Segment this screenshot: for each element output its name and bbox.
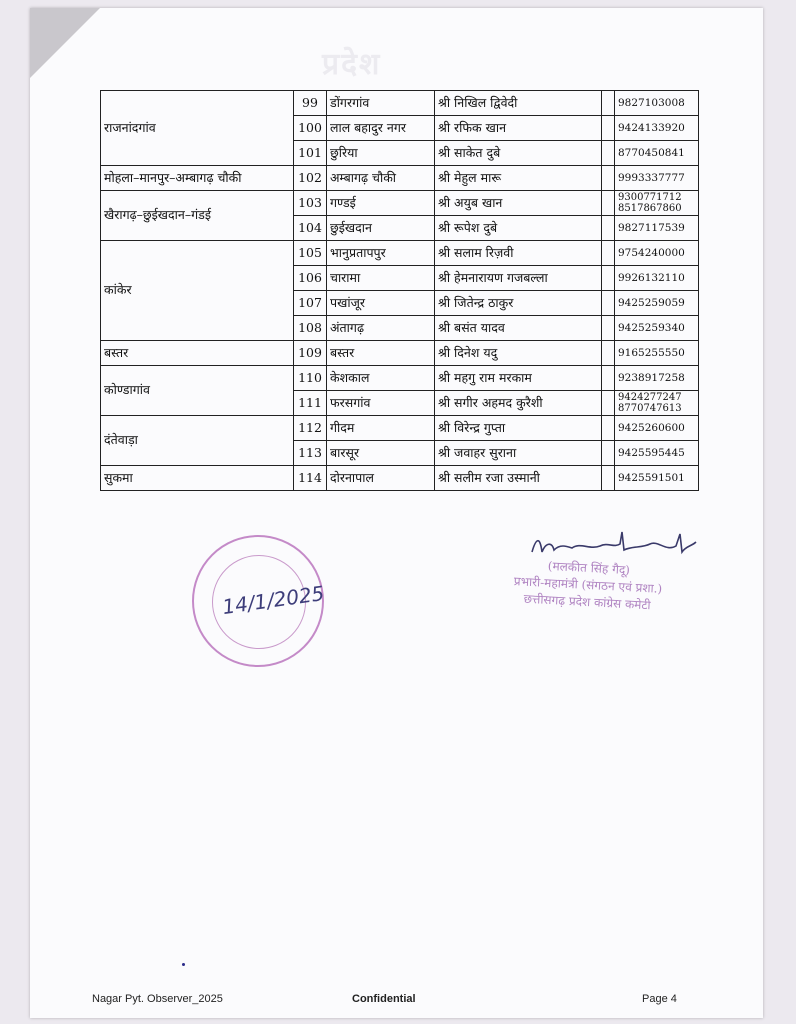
phone-number: 9300771712 — [618, 192, 682, 203]
table-row — [101, 166, 699, 191]
observer-name-cell: श्री दिनेश यदु — [435, 341, 602, 366]
place-cell: फरसगांव — [327, 391, 435, 416]
place-cell: चारामा — [327, 266, 435, 291]
spacer-cell — [602, 141, 615, 166]
serial-number-cell: 102 — [294, 166, 327, 191]
spacer-cell — [602, 191, 615, 216]
phone-cell — [615, 441, 699, 466]
serial-number-cell: 114 — [294, 466, 327, 491]
place-cell: लाल बहादुर नगर — [327, 116, 435, 141]
phone-cell — [615, 366, 699, 391]
spacer-cell — [602, 291, 615, 316]
observer-name-cell: श्री सलीम रजा उस्मानी — [435, 466, 602, 491]
spacer-cell — [602, 416, 615, 441]
serial-number-cell: 108 — [294, 316, 327, 341]
table-row — [101, 241, 699, 266]
phone-cell — [615, 391, 699, 416]
phone-cell — [615, 416, 699, 441]
table-row — [101, 341, 699, 366]
phone-number: 9238917258 — [618, 371, 685, 384]
place-cell: गण्डई — [327, 191, 435, 216]
observer-name-cell: श्री हेमनारायण गजबल्ला — [435, 266, 602, 291]
spacer-cell — [602, 366, 615, 391]
district-cell: सुकमा — [101, 466, 294, 491]
place-cell: गीदम — [327, 416, 435, 441]
place-cell: दोरनापाल — [327, 466, 435, 491]
observer-name-cell: श्री सलाम रिज़वी — [435, 241, 602, 266]
observer-name-cell: श्री सगीर अहमद कुरैशी — [435, 391, 602, 416]
phone-number-secondary: 8770747613 — [618, 403, 682, 414]
place-cell: बारसूर — [327, 441, 435, 466]
district-cell: कांकेर — [101, 241, 294, 341]
district-cell: राजनांदगांव — [101, 91, 294, 166]
phone-number: 9424277247 — [618, 392, 682, 403]
watermark-text: प्रदेश — [322, 47, 382, 82]
serial-number-cell: 99 — [294, 91, 327, 116]
spacer-cell — [602, 241, 615, 266]
observer-name-cell: श्री रूपेश दुबे — [435, 216, 602, 241]
phone-cell — [615, 341, 699, 366]
spacer-cell — [602, 466, 615, 491]
phone-cell — [615, 116, 699, 141]
serial-number-cell: 105 — [294, 241, 327, 266]
serial-number-cell: 113 — [294, 441, 327, 466]
spacer-cell — [602, 216, 615, 241]
observer-name-cell: श्री मेहुल मारू — [435, 166, 602, 191]
phone-number: 9165255550 — [618, 346, 685, 359]
place-cell: भानुप्रतापपुर — [327, 241, 435, 266]
spacer-cell — [602, 391, 615, 416]
phone-number: 9993337777 — [618, 171, 685, 184]
spacer-cell — [602, 441, 615, 466]
table-row — [101, 91, 699, 116]
place-cell: डोंगरगांव — [327, 91, 435, 116]
phone-cell — [615, 166, 699, 191]
observer-table — [100, 90, 699, 491]
phone-number: 8770450841 — [618, 146, 685, 159]
phone-number: 9425259059 — [618, 296, 685, 309]
page-fold-corner — [30, 8, 100, 78]
place-cell: बस्तर — [327, 341, 435, 366]
phone-number: 9425591501 — [618, 471, 685, 484]
observer-name-cell: श्री साकेत दुबे — [435, 141, 602, 166]
serial-number-cell: 107 — [294, 291, 327, 316]
observer-name-cell: श्री जितेन्द्र ठाकुर — [435, 291, 602, 316]
observer-name-cell: श्री जवाहर सुराना — [435, 441, 602, 466]
phone-cell — [615, 241, 699, 266]
phone-number: 9424133920 — [618, 121, 685, 134]
district-cell: कोण्डागांव — [101, 366, 294, 416]
serial-number-cell: 104 — [294, 216, 327, 241]
table-row — [101, 416, 699, 441]
spacer-cell — [602, 91, 615, 116]
observer-name-cell: श्री अयुब खान — [435, 191, 602, 216]
phone-cell — [615, 191, 699, 216]
phone-number: 9425260600 — [618, 421, 685, 434]
signatory-name: (मलकीत सिंह गैदू) — [547, 558, 631, 578]
phone-number: 9754240000 — [618, 246, 685, 259]
table-row — [101, 191, 699, 216]
place-cell: छुईखदान — [327, 216, 435, 241]
observer-name-cell: श्री विरेन्द्र गुप्ता — [435, 416, 602, 441]
ink-dot — [182, 963, 185, 966]
signatory-organization: छत्तीसगढ़ प्रदेश कांग्रेस कमेटी — [523, 591, 651, 613]
observer-name-cell: श्री रफिक खान — [435, 116, 602, 141]
place-cell: छुरिया — [327, 141, 435, 166]
spacer-cell — [602, 166, 615, 191]
serial-number-cell: 112 — [294, 416, 327, 441]
serial-number-cell: 100 — [294, 116, 327, 141]
spacer-cell — [602, 316, 615, 341]
table-row — [101, 466, 699, 491]
footer-page-number: Page 4 — [642, 993, 677, 1005]
observer-table-body — [101, 91, 699, 491]
phone-number: 9827117539 — [618, 221, 685, 234]
phone-number: 9425259340 — [618, 321, 685, 334]
observer-name-cell: श्री बसंत यादव — [435, 316, 602, 341]
phone-number: 9926132110 — [618, 271, 685, 284]
spacer-cell — [602, 341, 615, 366]
district-cell: मोहला–मानपुर–अम्बागढ़ चौकी — [101, 166, 294, 191]
observer-name-cell: श्री निखिल द्विवेदी — [435, 91, 602, 116]
phone-number: 9425595445 — [618, 446, 685, 459]
serial-number-cell: 106 — [294, 266, 327, 291]
phone-cell — [615, 91, 699, 116]
district-cell: खैरागढ़–छुईखदान–गंडई — [101, 191, 294, 241]
phone-number-secondary: 8517867860 — [618, 203, 682, 214]
footer-center: Confidential — [352, 993, 416, 1005]
serial-number-cell: 101 — [294, 141, 327, 166]
place-cell: पखांजूर — [327, 291, 435, 316]
district-cell: दंतेवाड़ा — [101, 416, 294, 466]
place-cell: केशकाल — [327, 366, 435, 391]
signature-block — [487, 555, 689, 616]
serial-number-cell: 110 — [294, 366, 327, 391]
footer-left: Nagar Pyt. Observer_2025 — [92, 993, 223, 1005]
phone-cell — [615, 141, 699, 166]
phone-number: 9827103008 — [618, 96, 685, 109]
phone-cell — [615, 216, 699, 241]
district-cell: बस्तर — [101, 341, 294, 366]
place-cell: अंतागढ़ — [327, 316, 435, 341]
spacer-cell — [602, 266, 615, 291]
signatory-designation: प्रभारी-महामंत्री (संगठन एवं प्रशा.) — [513, 574, 663, 596]
phone-cell — [615, 316, 699, 341]
stamp-date: 14/1/2025 — [220, 580, 326, 620]
spacer-cell — [602, 116, 615, 141]
serial-number-cell: 111 — [294, 391, 327, 416]
observer-name-cell: श्री महगु राम मरकाम — [435, 366, 602, 391]
serial-number-cell: 109 — [294, 341, 327, 366]
phone-cell — [615, 466, 699, 491]
table-row — [101, 366, 699, 391]
serial-number-cell: 103 — [294, 191, 327, 216]
place-cell: अम्बागढ़ चौकी — [327, 166, 435, 191]
phone-cell — [615, 291, 699, 316]
phone-cell — [615, 266, 699, 291]
